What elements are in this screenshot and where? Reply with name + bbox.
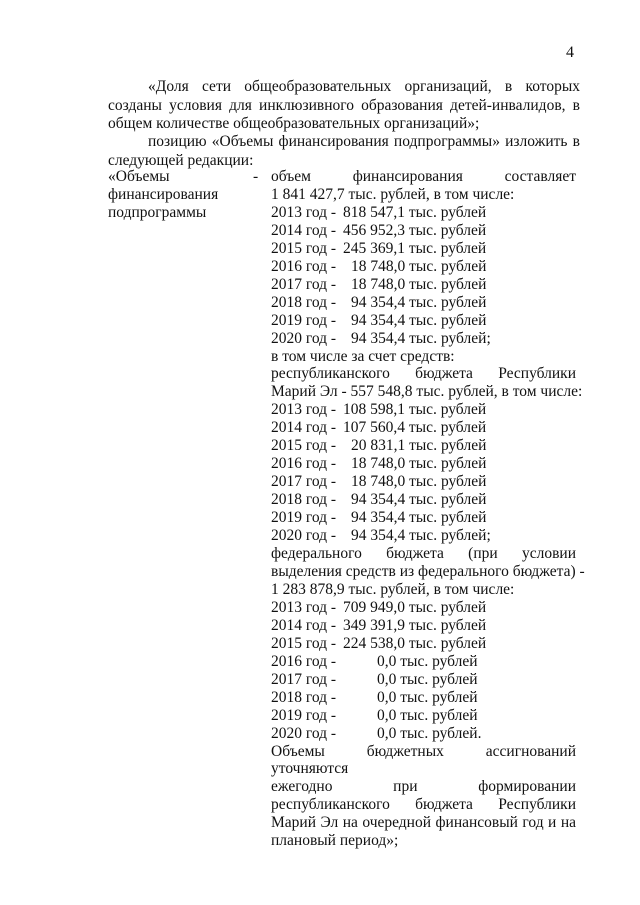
year-amount: 349 391,9 тыс. рублей [343,616,487,634]
financing-details [271,168,585,850]
year-amount: 0,0 тыс. рублей. [377,724,482,742]
year-row [271,635,576,653]
year-row [271,294,576,312]
year-row [271,491,576,509]
year-amount: 18 748,0 тыс. рублей [351,455,487,473]
left-label-line: «Объемы [108,168,170,185]
year-label: 2017 год - [271,670,337,688]
year-label: 2016 год - [271,257,337,275]
year-row [271,222,576,240]
year-amount: 456 952,3 тыс. рублей [343,221,487,239]
year-amount: 709 949,0 тыс. рублей [343,598,487,616]
year-amount: 0,0 тыс. рублей [377,652,478,670]
year-label: 2018 год - [271,688,337,706]
year-label: 2020 год - [271,527,337,545]
year-label: 2013 год - [271,401,337,419]
note-line: республиканского бюджета Республики [271,796,576,814]
year-row [271,707,576,725]
year-label: 2019 год - [271,706,337,724]
year-row [271,527,576,545]
year-amount: 94 354,4 тыс. рублей; [351,527,491,545]
year-row [271,401,576,419]
year-label: 2015 год - [271,634,337,652]
year-label: 2016 год - [271,455,337,473]
year-label: 2014 год - [271,419,337,437]
year-amount: 0,0 тыс. рублей [377,706,478,724]
year-row [271,455,576,473]
year-label: 2014 год - [271,616,337,634]
year-label: 2020 год - [271,329,337,347]
year-amount: 18 748,0 тыс. рублей [351,473,487,491]
year-row [271,419,576,437]
year-label: 2020 год - [271,724,337,742]
year-amount: 94 354,4 тыс. рублей [351,311,487,329]
year-amount: 108 598,1 тыс. рублей [343,401,487,419]
year-amount: 245 369,1 тыс. рублей [343,239,487,257]
year-row [271,689,576,707]
note-line: Объемы бюджетных ассигнований уточняются [271,742,576,778]
year-amount: 94 354,4 тыс. рублей [351,491,487,509]
federal-line: федерального бюджета (при условии [271,545,576,563]
year-row [271,725,576,743]
year-label: 2013 год - [271,203,337,221]
year-amount: 18 748,0 тыс. рублей [351,257,487,275]
year-amount: 94 354,4 тыс. рублей; [351,329,491,347]
year-amount: 0,0 тыс. рублей [377,688,478,706]
republic-line: республиканского бюджета Республики [271,365,576,383]
year-amount: 818 547,1 тыс. рублей [343,203,487,221]
year-row [271,240,576,258]
total-line: 1 841 427,7 тыс. рублей, в том числе: [271,185,515,203]
year-row [271,599,576,617]
year-label: 2016 год - [271,652,337,670]
total-years-list [271,204,576,348]
republic-years-list [271,401,576,545]
year-amount: 224 538,0 тыс. рублей [343,634,487,652]
instruction-text: позицию «Объемы финансирования подпрограммы» изложить в следующей редакции: [108,133,580,169]
year-label: 2014 год - [271,221,337,239]
intro-quote: «Доля сети общеобразовательных организаций, в которых созданы условия для инклюзивного образования детей-инвалидов, в общем количестве общеобразовательных организаций»; [108,78,580,132]
label-dash: - [253,168,259,185]
year-amount: 0,0 тыс. рублей [377,670,478,688]
year-row [271,617,576,635]
federal-years-list [271,599,576,743]
year-amount: 18 748,0 тыс. рублей [351,275,487,293]
note-line: Марий Эл на очередной финансовый год и на [271,814,576,832]
year-row [271,653,576,671]
year-label: 2018 год - [271,491,337,509]
year-label: 2018 год - [271,293,337,311]
left-label [108,168,258,222]
year-row [271,437,576,455]
year-row [271,330,576,348]
year-row [271,276,576,294]
year-label: 2013 год - [271,598,337,616]
federal-line: 1 283 878,9 тыс. рублей, в том числе: [271,580,515,598]
republic-line: Марий Эл - 557 548,8 тыс. рублей, в том числе: [271,383,583,401]
year-label: 2017 год - [271,473,337,491]
year-label: 2019 год - [271,311,337,329]
sources-heading: в том числе за счет средств: [271,347,455,365]
year-amount: 107 560,4 тыс. рублей [343,419,487,437]
left-label-line: финансирования [108,186,219,203]
year-label: 2017 год - [271,275,337,293]
year-row [271,204,576,222]
left-label-line: подпрограммы [108,204,207,221]
page-number: 4 [566,44,574,61]
note-line: ежегодно при формировании [271,778,576,796]
year-label: 2015 год - [271,437,337,455]
year-row [271,473,576,491]
year-label: 2015 год - [271,239,337,257]
total-line: объем финансирования составляет [271,168,576,185]
year-row [271,258,576,276]
year-row [271,312,576,330]
federal-line: выделения средств из федерального бюджета) - [271,562,585,580]
year-amount: 94 354,4 тыс. рублей [351,509,487,527]
year-amount: 94 354,4 тыс. рублей [351,293,487,311]
year-amount: 20 831,1 тыс. рублей [351,437,487,455]
note-line: плановый период»; [271,832,399,850]
year-row [271,671,576,689]
year-label: 2019 год - [271,509,337,527]
year-row [271,509,576,527]
